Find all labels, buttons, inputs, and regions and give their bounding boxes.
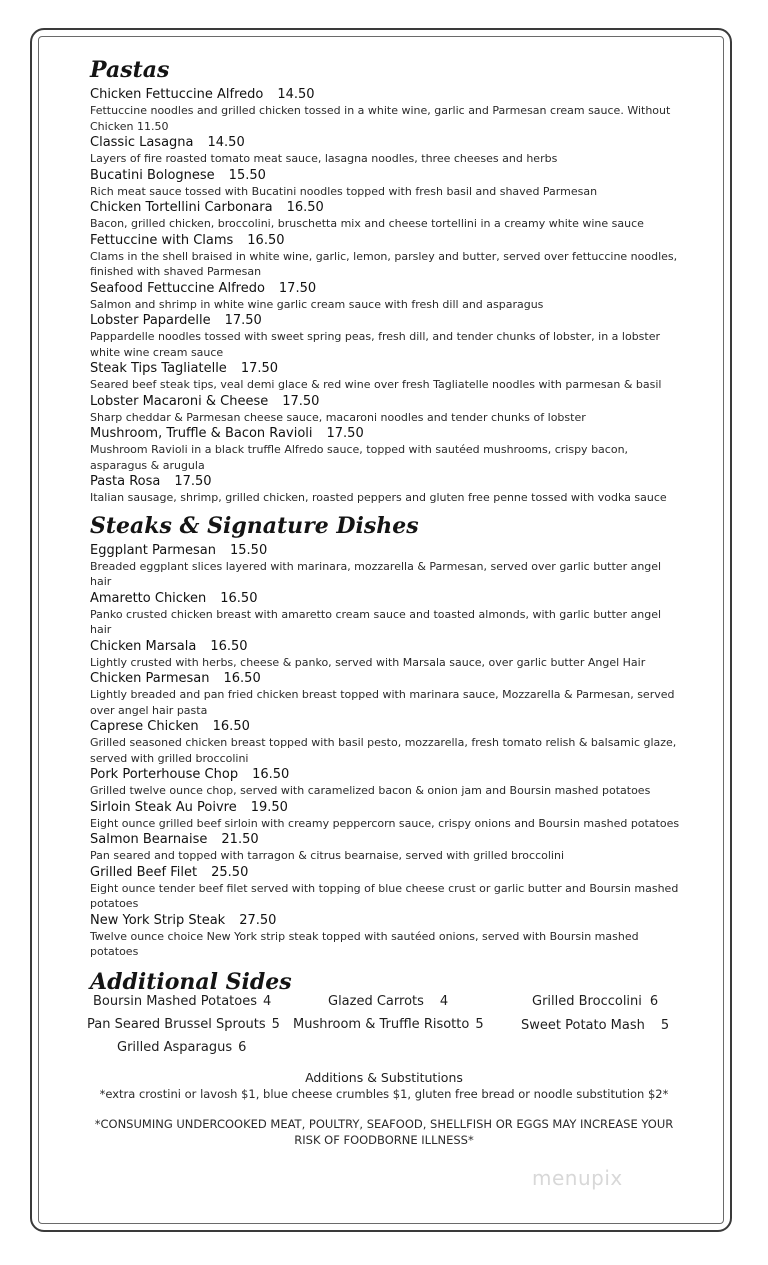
menu-item-description: Eight ounce grilled beef sirloin with creamy peppercorn sauce, crispy onions and Boursin mashed potatoes [90,816,680,830]
menu-item [90,912,680,960]
section-title-pastas: Pastas [90,57,170,83]
side-price: 5 [660,1018,670,1033]
menu-item-price: 16.50 [212,719,250,734]
additions-text: *extra crostini or lavosh $1, blue cheese crumbles $1, gluten free bread or noodle substitution $2* [99,1087,669,1101]
menu-item-price: 17.50 [224,313,262,328]
menu-item [90,425,680,473]
menu-item-header [90,360,680,377]
menu-item-name: Fettuccine with Clams [90,232,234,248]
menu-item [90,638,680,671]
consumer-warning: *CONSUMING UNDERCOOKED MEAT, POULTRY, SEAFOOD, SHELLFISH OR EGGS MAY INCREASE YOUR RISK OF FOODBORNE ILLNESS* [94,1117,674,1147]
side-price: 6 [649,994,659,1009]
menu-item-description: Twelve ounce choice New York strip steak topped with sautéed onions, served with Boursin mashed potatoes [90,929,639,958]
side-name: Grilled Broccolini [532,994,642,1009]
side-price: 5 [475,1017,484,1032]
menu-item-name: Chicken Fettuccine Alfredo [90,87,264,102]
menu-item-name: Pasta Rosa [90,474,161,489]
menu-item-description: Pappardelle noodles tossed with sweet spring peas, fresh dill, and tender chunks of lobster, in a lobster white wine cream sauce [90,330,661,359]
menu-item-price: 27.50 [239,912,277,928]
menu-item-name: Sirloin Steak Au Poivre [90,799,237,815]
menu-item-name: Mushroom, Truffle & Bacon Ravioli [90,426,313,441]
side-price: 5 [271,1017,280,1032]
menu-item [90,280,680,313]
side-item [87,1016,280,1034]
menu-item-header [90,86,680,103]
menu-item-name: Chicken Marsala [90,638,197,654]
menu-item [90,670,680,718]
menu-item-name: Amaretto Chicken [90,590,207,606]
menu-item-name: Grilled Beef Filet [90,864,198,880]
menu-item-header [90,542,680,559]
menu-item-price: 21.50 [221,832,259,847]
menu-item [90,134,680,167]
menu-item-price: 16.50 [223,671,261,686]
menu-item-name: Caprese Chicken [90,719,199,734]
menu-item-price: 16.50 [210,638,248,654]
menu-item-header [90,473,680,490]
side-name: Glazed Carrots [328,994,424,1009]
section-title-sides: Additional Sides [90,968,292,995]
menu-item-description: Lightly crusted with herbs, cheese & panko, served with Marsala sauce, over garlic butter Angel Hair [90,655,646,669]
watermark-logo: menupix [532,1166,623,1190]
menu-item-description: Panko crusted chicken breast with amaretto cream sauce and toasted almonds, with garlic butter angel hair [90,607,662,636]
side-item [532,993,658,1011]
menu-item [90,360,680,393]
menu-item-price: 16.50 [247,232,285,248]
pasta-list [90,86,680,506]
menu-item-name: New York Strip Steak [90,912,226,928]
menu-item-header [90,393,680,410]
menu-item-price: 16.50 [220,590,258,606]
menu-item [90,86,680,134]
section-title-steaks: Steaks & Signature Dishes [90,512,419,539]
menu-item-header [90,425,680,442]
menu-item [90,590,680,638]
menu-item-description: Pan seared and topped with tarragon & citrus bearnaise, served with grilled broccolini [90,849,565,862]
menu-item-description: Grilled twelve ounce chop, served with caramelized bacon & onion jam and Boursin mashed potatoes [90,784,651,797]
menu-item-header [90,590,680,607]
side-name: Boursin Mashed Potatoes [93,994,258,1009]
menu-item-description: Lightly breaded and pan fried chicken breast topped with marinara sauce, Mozzarella & Parmesan, served over angel hair pasta [90,688,675,717]
menu-item-name: Steak Tips Tagliatelle [90,361,227,376]
menu-item [90,831,680,864]
side-name: Pan Seared Brussel Sprouts [87,1017,266,1032]
menu-item-name: Chicken Tortellini Carbonara [90,200,273,215]
menu-item-description: Mushroom Ravioli in a black truffle Alfredo sauce, topped with sautéed mushrooms, crispy bacon, asparagus & arugula [90,443,629,472]
side-price: 6 [238,1040,247,1055]
menu-item-name: Seafood Fettuccine Alfredo [90,280,265,296]
menu-item [90,232,680,280]
menu-item-name: Bucatini Bolognese [90,167,215,183]
menu-item-price: 17.50 [278,280,317,296]
sides-list [86,990,676,1062]
menu-item-header [90,134,680,151]
menu-item-price: 15.50 [230,542,268,558]
menu-item-description: Breaded eggplant slices layered with marinara, mozzarella & Parmesan, served over garlic butter angel hair [90,559,662,588]
menu-item-description: Italian sausage, shrimp, grilled chicken, roasted peppers and gluten free penne tossed with vodka sauce [90,491,667,504]
menu-item-description: Grilled seasoned chicken breast topped with basil pesto, mozzarella, fresh tomato relish & balsamic glaze, served with grilled broccolini [90,736,677,765]
menu-item-name: Chicken Parmesan [90,671,210,686]
menu-item-header [90,232,680,249]
menu-item-name: Salmon Bearnaise [90,832,208,847]
menu-item-price: 25.50 [211,864,249,880]
menu-item-description: Rich meat sauce tossed with Bucatini noodles topped with fresh basil and shaved Parmesan [90,184,598,198]
menu-item [90,199,680,232]
menu-item [90,864,680,912]
menu-item-description: Salmon and shrimp in white wine garlic cream sauce with fresh dill and asparagus [90,297,544,311]
menu-item-header [90,199,680,216]
menu-item-price: 17.50 [282,393,320,409]
side-price: 4 [263,994,272,1009]
menu-item [90,167,680,200]
menu-item-price: 15.50 [228,167,266,183]
menu-item-price: 17.50 [240,361,279,376]
menu-item-description: Fettuccine noodles and grilled chicken tossed in a white wine, garlic and Parmesan cream sauce. Without Chicken 11.50 [90,104,671,133]
side-item [328,993,448,1011]
menu-item [90,766,680,799]
menu-item [90,393,680,426]
menu-item-description: Layers of fire roasted tomato meat sauce, lasagna noodles, three cheeses and herbs [90,152,558,165]
side-price: 4 [439,994,449,1009]
menu-item-header [90,864,680,881]
menu-item-header [90,280,680,297]
menu-item [90,473,680,506]
menu-item-description: Eight ounce tender beef filet served with topping of blue cheese crust or garlic butter and Boursin mashed potatoes [90,881,679,910]
menu-item-description: Clams in the shell braised in white wine, garlic, lemon, parsley and butter, served over fettuccine noodles, finished with shaved Parmesan [90,249,678,278]
side-item [117,1039,246,1057]
menu-item-header [90,312,680,329]
menu-item-name: Lobster Macaroni & Cheese [90,393,269,409]
menu-item-header [90,831,680,848]
side-name: Grilled Asparagus [117,1040,233,1055]
side-name: Sweet Potato Mash [521,1018,645,1033]
menu-item-price: 19.50 [250,799,288,815]
menu-item-name: Pork Porterhouse Chop [90,767,239,782]
menu-item-description: Sharp cheddar & Parmesan cheese sauce, macaroni noodles and tender chunks of lobster [90,410,586,424]
side-name: Mushroom & Truffle Risotto [293,1017,470,1032]
menu-item-price: 17.50 [174,474,212,489]
menu-item-header [90,912,680,929]
menu-item-name: Lobster Papardelle [90,313,211,328]
side-item [93,993,271,1011]
side-item [293,1016,484,1034]
menu-item-header [90,799,680,816]
menu-item-price: 14.50 [277,87,315,102]
menu-item-price: 17.50 [326,426,364,441]
menu-item [90,542,680,590]
menu-item [90,312,680,360]
menu-item [90,718,680,766]
menu-item-price: 16.50 [286,200,324,215]
menu-item-header [90,167,680,184]
menu-item-description: Bacon, grilled chicken, broccolini, bruschetta mix and cheese tortellini in a creamy white wine sauce [90,217,644,230]
menu-item-name: Classic Lasagna [90,135,194,150]
menu-item-header [90,766,680,783]
menu-item-name: Eggplant Parmesan [90,542,216,558]
additions-title: Additions & Substitutions [305,1070,463,1085]
side-item [521,1017,669,1035]
menu-item-price: 14.50 [207,135,245,150]
steak-list [90,542,680,960]
menu-item-header [90,670,680,687]
menu-item-description: Seared beef steak tips, veal demi glace & red wine over fresh Tagliatelle noodles with parmesan & basil [90,378,662,391]
menu-content [90,58,680,998]
menu-item-header [90,638,680,655]
menu-item-header [90,718,680,735]
menu-item [90,799,680,832]
menu-item-price: 16.50 [252,767,290,782]
